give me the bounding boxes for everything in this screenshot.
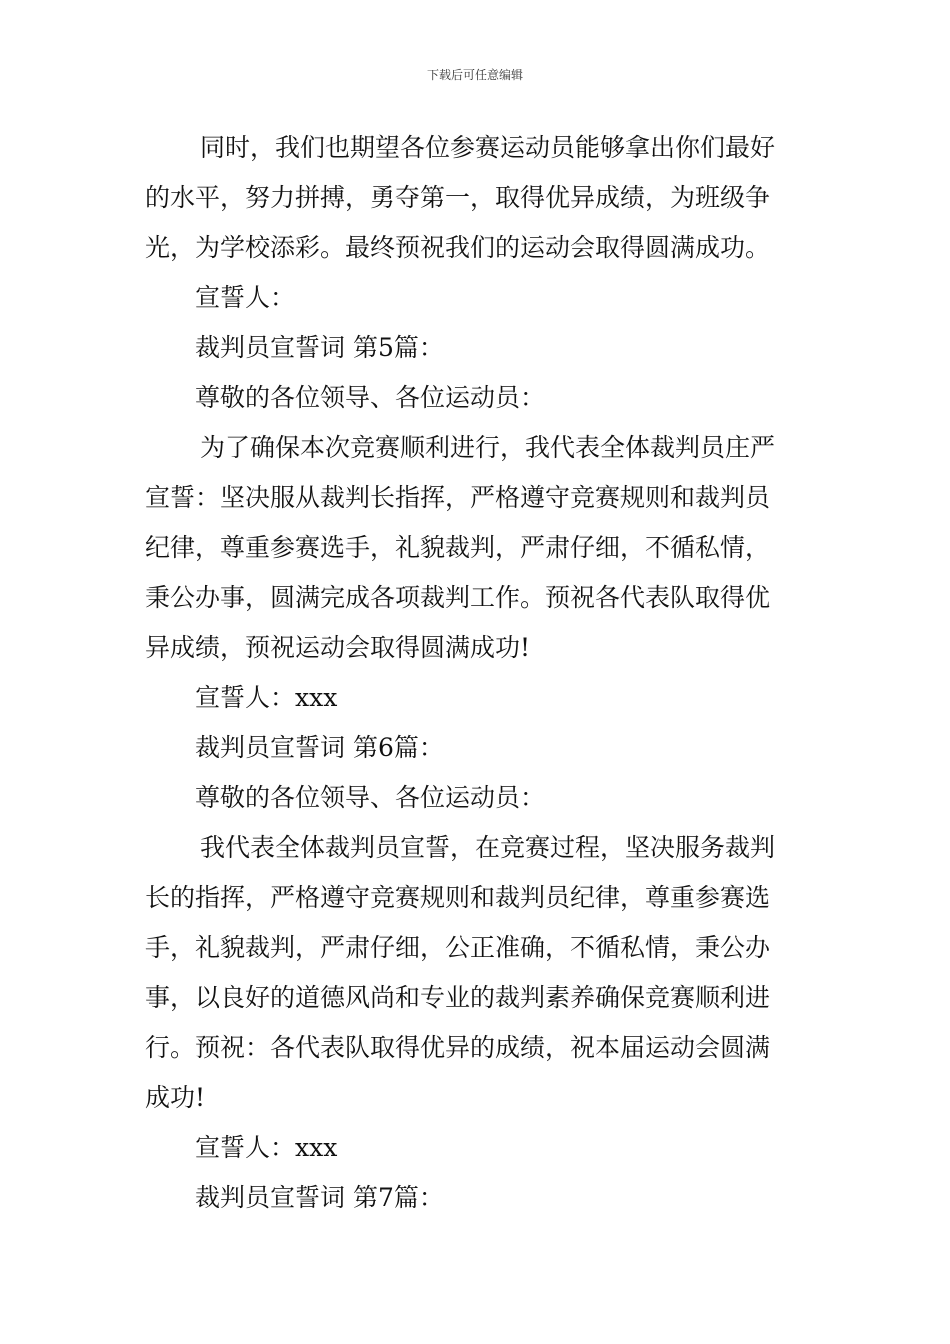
paragraph-line: 我代表全体裁判员宣誓，在竞赛过程，坚决服务裁判 (200, 833, 776, 862)
paragraph-line: 同时，我们也期望各位参赛运动员能够拿出你们最好 (200, 133, 776, 162)
section-heading: 裁判员宣誓词 第5篇： (195, 333, 444, 362)
section-heading: 裁判员宣誓词 第6篇： (195, 733, 444, 762)
paragraph-line: 秉公办事，圆满完成各项裁判工作。预祝各代表队取得优 (145, 583, 771, 612)
section-heading: 裁判员宣誓词 第7篇： (195, 1183, 444, 1212)
paragraph-line: 的水平，努力拼搏，勇夺第一，取得优异成绩，为班级争 (145, 183, 771, 212)
paragraph-line: 成功! (145, 1083, 206, 1112)
salutation-line: 尊敬的各位领导、各位运动员： (195, 783, 546, 812)
paragraph-line: 行。预祝：各代表队取得优异的成绩，祝本届运动会圆满 (145, 1033, 771, 1062)
paragraph-line: 纪律，尊重参赛选手，礼貌裁判，严肃仔细，不循私情， (145, 533, 771, 562)
signatory-line: 宣誓人： (195, 283, 296, 312)
salutation-line: 尊敬的各位领导、各位运动员： (195, 383, 546, 412)
paragraph-line: 长的指挥，严格遵守竞赛规则和裁判员纪律，尊重参赛选 (145, 883, 771, 912)
paragraph-line: 事，以良好的道德风尚和专业的裁判素养确保竞赛顺利进 (145, 983, 771, 1012)
signatory-line: 宣誓人：xxx (195, 683, 338, 712)
page-header: 下载后可任意编辑 (426, 68, 523, 82)
paragraph-line: 异成绩，预祝运动会取得圆满成功! (145, 633, 531, 662)
paragraph-line: 为了确保本次竞赛顺利进行，我代表全体裁判员庄严 (200, 433, 776, 462)
paragraph-line: 手，礼貌裁判，严肃仔细，公正准确，不循私情，秉公办 (145, 933, 771, 962)
signatory-line: 宣誓人：xxx (195, 1133, 338, 1162)
paragraph-line: 宣誓：坚决服从裁判长指挥，严格遵守竞赛规则和裁判员 (145, 483, 771, 512)
paragraph-line: 光，为学校添彩。最终预祝我们的运动会取得圆满成功。 (145, 233, 771, 262)
